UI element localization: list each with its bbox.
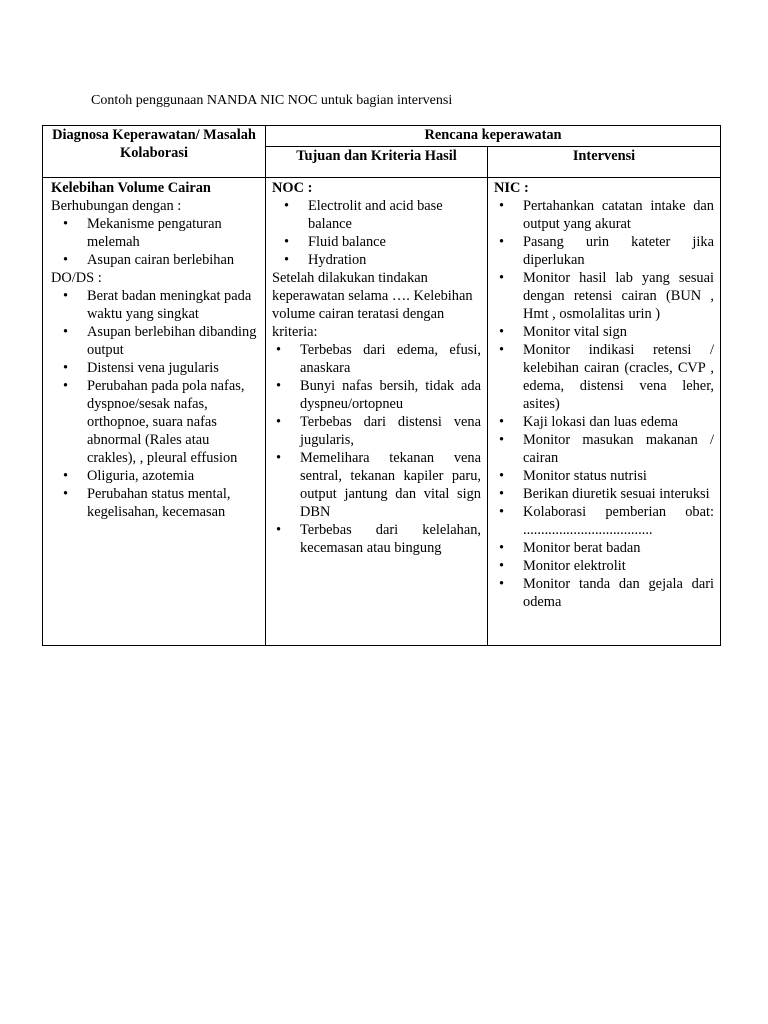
list-item: • Pertahankan catatan intake dan output yang akurat xyxy=(494,197,714,233)
list-item: • Terbebas dari edema, efusi, anaskara xyxy=(272,341,481,377)
list-item: • Pasang urin kateter jika diperlukan xyxy=(494,233,714,269)
header-intervensi: Intervensi xyxy=(488,147,721,178)
list-item: • Kolaborasi pemberian obat: .................................... xyxy=(494,503,714,539)
list-item: • Bunyi nafas bersih, tidak ada dyspneu/ortopneu xyxy=(272,377,481,413)
nursing-care-plan-table xyxy=(42,125,721,646)
nic-title: NIC : xyxy=(494,180,529,196)
header-rencana: Rencana keperawatan xyxy=(266,126,721,147)
noc-cell xyxy=(266,178,488,646)
list-item: • Mekanisme pengaturan melemah xyxy=(51,215,261,251)
intro-caption: Contoh penggunaan NANDA NIC NOC untuk bagian intervensi xyxy=(91,93,453,108)
list-item: • Berat badan meningkat pada waktu yang singkat xyxy=(51,287,261,323)
list-item: • Perubahan status mental, kegelisahan, kecemasan xyxy=(51,485,261,521)
diagnosa-title: Kelebihan Volume Cairan xyxy=(51,180,211,196)
list-item: • Terbebas dari kelelahan, kecemasan atau bingung xyxy=(272,521,481,557)
list-item: • Memelihara tekanan vena sentral, tekanan kapiler paru, output jantung dan vital sign DBN xyxy=(272,449,481,521)
list-item: • Hydration xyxy=(272,251,481,269)
list-item: • Berikan diuretik sesuai interuksi xyxy=(494,485,714,503)
header-tujuan: Tujuan dan Kriteria Hasil xyxy=(266,147,488,178)
list-item: • Monitor vital sign xyxy=(494,323,714,341)
noc-criteria-list xyxy=(272,341,481,557)
related-list xyxy=(51,215,261,269)
header-diagnosa: Diagnosa Keperawatan/ Masalah Kolaborasi xyxy=(43,126,266,178)
list-item: • Monitor masukan makanan / cairan xyxy=(494,431,714,467)
list-item: • Monitor status nutrisi xyxy=(494,467,714,485)
noc-outcomes-list xyxy=(272,197,481,269)
list-item: • Oliguria, azotemia xyxy=(51,467,261,485)
dods-list xyxy=(51,287,261,521)
list-item: • Asupan cairan berlebihan xyxy=(51,251,261,269)
related-label: Berhubungan dengan : xyxy=(51,198,182,214)
list-item: • Monitor berat badan xyxy=(494,539,714,557)
dods-label: DO/DS : xyxy=(51,270,102,286)
noc-title: NOC : xyxy=(272,180,313,196)
list-item: • Fluid balance xyxy=(272,233,481,251)
list-item: • Electrolit and acid base balance xyxy=(272,197,481,233)
list-item: • Monitor tanda dan gejala dari odema xyxy=(494,575,714,611)
noc-statement: Setelah dilakukan tindakan keperawatan selama …. Kelebihan volume cairan teratasi dengan kriteria: xyxy=(272,270,473,340)
list-item: • Asupan berlebihan dibanding output xyxy=(51,323,261,359)
list-item: • Monitor elektrolit xyxy=(494,557,714,575)
list-item: • Perubahan pada pola nafas, dyspnoe/sesak nafas, orthopnoe, suara nafas abnormal (Rales atau crakles), , pleural effusion xyxy=(51,377,261,467)
nic-list xyxy=(494,197,714,611)
list-item: • Monitor indikasi retensi / kelebihan cairan (cracles, CVP , edema, distensi vena leher, asites) xyxy=(494,341,714,413)
list-item: • Distensi vena jugularis xyxy=(51,359,261,377)
nic-cell xyxy=(488,178,721,646)
list-item: • Terbebas dari distensi vena jugularis, xyxy=(272,413,481,449)
list-item: • Kaji lokasi dan luas edema xyxy=(494,413,714,431)
diagnosa-cell xyxy=(43,178,266,646)
list-item: • Monitor hasil lab yang sesuai dengan retensi cairan (BUN , Hmt , osmolalitas urin ) xyxy=(494,269,714,323)
